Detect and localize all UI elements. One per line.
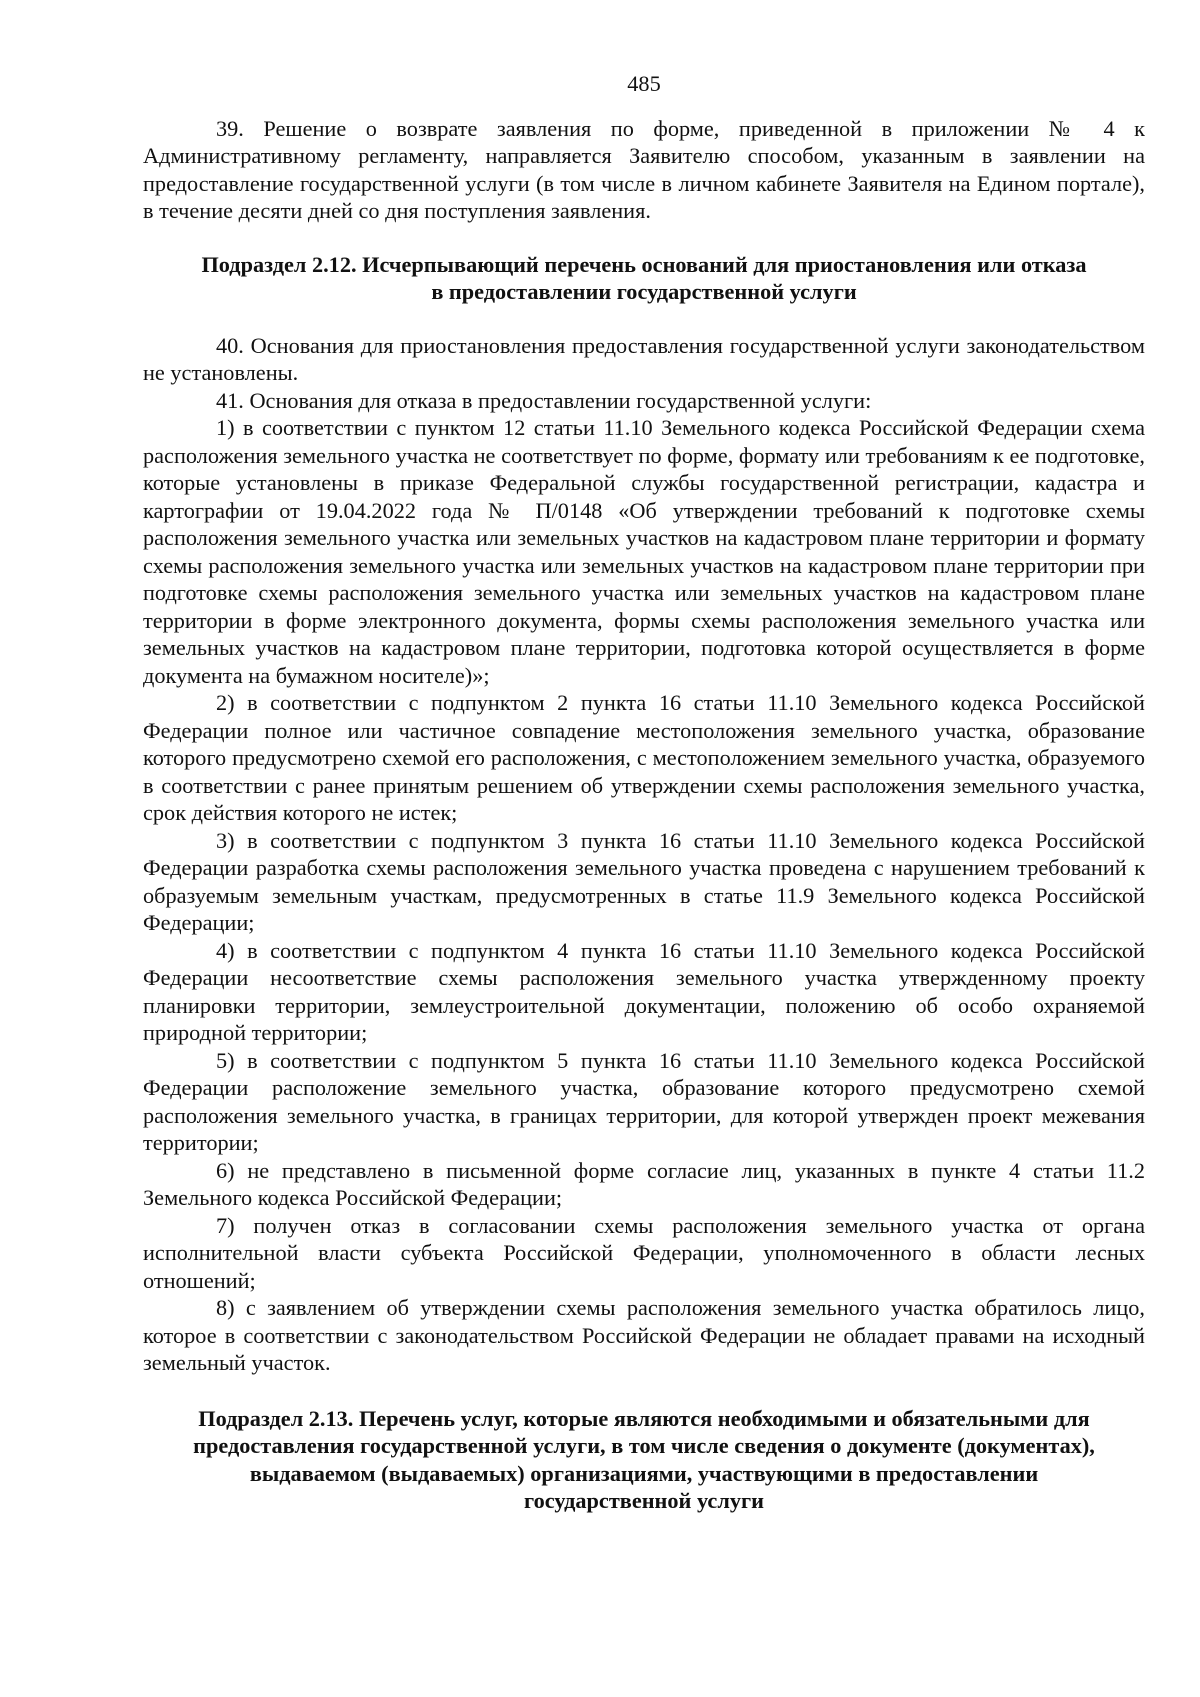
subsection-2-13-heading	[143, 1405, 1145, 1515]
heading-line: в предоставлении государственной услуги	[431, 279, 857, 304]
list-item-1: 1) в соответствии с пунктом 12 статьи 11.10 Земельного кодекса Российской Федерации схема расположения земельного участка не соответствует по форме, формату или требованиям к ее подготовке, которые установлены в приказе Федеральной службы государственной регистрации, кадастра и картографии от 19.04.2022 года № П/0148 «Об утверждении требований к подготовке схемы расположения земельного участка или земельных участков на кадастровом плане территории и формату схемы расположения земельного участка или земельных участков на кадастровом плане территории при подготовке схемы расположения земельного участка или земельных участков на кадастровом плане территории в форме электронного документа, формы схемы расположения земельного участка или земельных участков на кадастровом плане территории, подготовка которой осуществляется в форме документа на бумажном носителе)»;	[143, 415, 1145, 688]
heading-line: государственной услуги	[524, 1488, 764, 1513]
paragraph-41: 41. Основания для отказа в предоставлении государственной услуги:	[216, 387, 872, 413]
list-item-4: 4) в соответствии с подпунктом 4 пункта 16 статьи 11.10 Земельного кодекса Российской Федерации несоответствие схемы расположения земельного участка утвержденному проекту планировки территории, землеустроительной документации, положению об особо охраняемой природной территории;	[143, 937, 1145, 1045]
list-item-5: 5) в соответствии с подпунктом 5 пункта 16 статьи 11.10 Земельного кодекса Российской Федерации расположение земельного участка, образование которого предусмотрено схемой расположения земельного участка, в границах территории, для которой утвержден проект межевания территории;	[143, 1047, 1145, 1155]
page-number: 485	[627, 71, 661, 96]
list-item-8: 8) с заявлением об утверждении схемы расположения земельного участка обратилось лицо, которое в соответствии с законодательством Российской Федерации не обладает правами на исходный земельный участок.	[143, 1295, 1145, 1375]
heading-line: выдаваемом (выдаваемых) организациями, участвующими в предоставлении	[249, 1460, 1039, 1486]
paragraph-39: 39. Решение о возврате заявления по форме, приведенной в приложении № 4 к Административному регламенту, направляется Заявителю способом, указанным в заявлении на предоставление государственной услуги (в том числе в личном кабинете Заявителя на Едином портале), в течение десяти дней со дня поступления заявления.	[143, 115, 1145, 223]
heading-line: Подраздел 2.13. Перечень услуг, которые являются необходимыми и обязательными для	[198, 1405, 1090, 1431]
heading-line: Подраздел 2.12. Исчерпывающий перечень оснований для приостановления или отказа	[201, 251, 1087, 277]
list-item-6: 6) не представлено в письменной форме согласие лиц, указанных в пункте 4 статьи 11.2 Земельного кодекса Российской Федерации;	[143, 1157, 1145, 1210]
list-item-3: 3) в соответствии с подпунктом 3 пункта 16 статьи 11.10 Земельного кодекса Российской Федерации разработка схемы расположения земельного участка проведена с нарушением требований к образуемым земельным участкам, предусмотренных в статье 11.9 Земельного кодекса Российской Федерации;	[143, 827, 1145, 935]
paragraph-40: 40. Основания для приостановления предоставления государственной услуги законодательством не установлены.	[143, 332, 1145, 385]
subsection-2-12-heading	[143, 251, 1145, 306]
heading-line: предоставления государственной услуги, в том числе сведения о документе (документах),	[193, 1433, 1095, 1458]
list-item-2: 2) в соответствии с подпунктом 2 пункта 16 статьи 11.10 Земельного кодекса Российской Федерации полное или частичное совпадение местоположения земельного участка, образование которого предусмотрено схемой его расположения, с местоположением земельного участка, образуемого в соответствии с ранее принятым решением об утверждении схемы расположения земельного участка, срок действия которого не истек;	[143, 690, 1145, 825]
list-item-7: 7) получен отказ в согласовании схемы расположения земельного участка от органа исполнительной власти субъекта Российской Федерации, уполномоченного в области лесных отношений;	[143, 1212, 1145, 1293]
